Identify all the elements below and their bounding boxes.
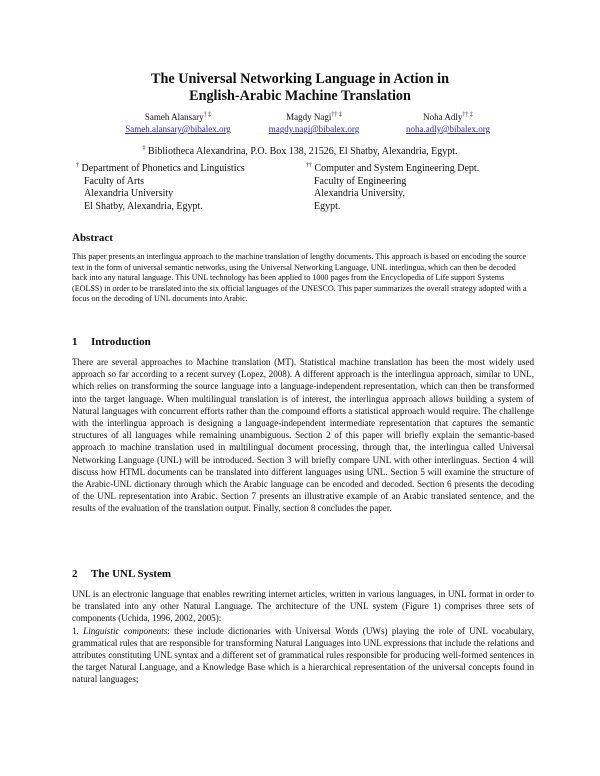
section-2-heading — [72, 567, 171, 581]
affiliation-main — [0, 146, 600, 158]
title-line-1: The Universal Networking Language in Action in — [151, 71, 449, 87]
title-line-2: English-Arabic Machine Translation — [189, 88, 411, 104]
list-text: : these include dictionaries with Universal Words (UWs) playing the role of UNL vocabulary, grammatical rules that are responsible for transforming Natural Languages into UNL expressions that include the relations and attributes constituting UNL syntax and a different set of grammatical rules responsible for producing well-formed sentences in the target Natural Language, and a Knowledge Base which is a hierarchical representation of the universal concepts found in natural languages; — [72, 625, 534, 685]
affiliation-line: El Shatby, Alexandria, Egypt. — [84, 200, 203, 212]
abstract-text: This paper presents an interlingua approach to the machine translation of lengthy documents. This approach is based on encoding the source text in the form of universal semantic networks, using the Universal Networking Language, UNL interlingua, which can then be decoded back into any natural language. This UNL technology has been applied to 1000 pages from the Encyclopedia of Life support Systems (EOLSS) in order to be translated into the six official languages of the UNESCO. This paper summarizes the overall strategy adopted with a focus on the decoding of UNL documents into Arabic. — [72, 252, 527, 304]
affiliation-line: Faculty of Engineering — [314, 175, 407, 187]
author-name: Noha Adly — [423, 112, 463, 122]
author-2 — [244, 111, 384, 135]
affiliation-text: Bibliotheca Alexandrina, P.O. Box 138, 21526, El Shatby, Alexandria, Egypt. — [147, 146, 458, 157]
section-title: Introduction — [91, 336, 151, 348]
section-2-body — [72, 588, 534, 686]
author-email[interactable]: noha.adly@bibalex.org — [405, 124, 491, 134]
abstract-heading: Abstract — [72, 232, 113, 244]
author-email[interactable]: magdy.nagi@bibalex.org — [268, 124, 360, 134]
affiliation-left — [76, 163, 245, 213]
author-1 — [108, 111, 248, 135]
list-term: Linguistic components — [83, 625, 168, 636]
section-1-heading — [72, 335, 151, 349]
affiliation-line: Alexandria University — [84, 188, 174, 199]
section-title: The UNL System — [91, 568, 172, 580]
author-marks: †† ‡ — [462, 112, 473, 118]
affiliation-line: Department of Phonetics and Linguistics — [81, 163, 245, 174]
affiliation-line: Computer and System Engineering Dept. — [314, 163, 480, 174]
section-number: 1 — [72, 336, 78, 348]
list-number: 1. — [72, 625, 84, 636]
affiliation-mark: †† — [306, 162, 312, 169]
author-marks: † ‡ — [203, 112, 212, 118]
section-number: 2 — [72, 568, 78, 580]
paragraph: There are several approaches to Machine translation (MT). Statistical machine translation has been the most widely used approach so far according to a recent survey (Lopez, 2008). A different approach is the interlingua approach, similar to UNL, which relies on transforming the source language into a language-independent representation, which can then be transformed into the target language. When multilingual translation is of interest, the interlingua approach allows building a system of Natural languages with concurrent efforts rather than the compound efforts a statistical approach would require. The challenge with the interlingua approach is designing a language-independent intermediate representation that captures the semantic structures of all languages while remaining unambiguous. Section 2 of this paper will briefly explain the semantic-based approach to machine translation used in multilingual document processing, through that, the interlingua called Universal Networking Language (UNL) will be introduced. Section 3 will briefly compare UNL with other interlinguas. Section 4 will discuss how HTML documents can be translated into different languages using UNL. Section 5 will examine the structure of the Arabic-UNL dictionary through which the Arabic language can be encoded and decoded. Section 6 presents the decoding of the UNL representation into Arabic. Section 7 presents an illustrative example of an Arabic translated sentence, and the results of the evaluation of the translation output. Finally, section 8 concludes the paper. — [72, 357, 534, 514]
author-marks: †† ‡ — [331, 112, 342, 118]
affiliation-line: Faculty of Arts — [84, 175, 144, 187]
affiliation-mark: ‡ — [142, 145, 146, 152]
affiliation-line: Egypt. — [314, 200, 341, 212]
affiliation-line: Alexandria University, — [314, 188, 405, 199]
paper-title — [0, 71, 600, 105]
author-3 — [378, 111, 518, 135]
affiliation-right — [306, 163, 479, 213]
author-email[interactable]: Sameh.alansary@bibalex.org — [125, 124, 231, 134]
paragraph: UNL is an electronic language that enables rewriting internet articles, written in various languages, in UNL format in order to be translated into any other Natural Language. The architecture of the UNL system (Figure 1) comprises three sets of components (Uchida, 1996, 2002, 2005): — [72, 589, 534, 624]
affiliation-mark: † — [76, 162, 79, 169]
author-name: Magdy Nagi — [286, 112, 332, 122]
section-1-body — [72, 356, 534, 515]
list-item — [72, 625, 534, 686]
author-name: Sameh Alansary — [144, 112, 204, 122]
